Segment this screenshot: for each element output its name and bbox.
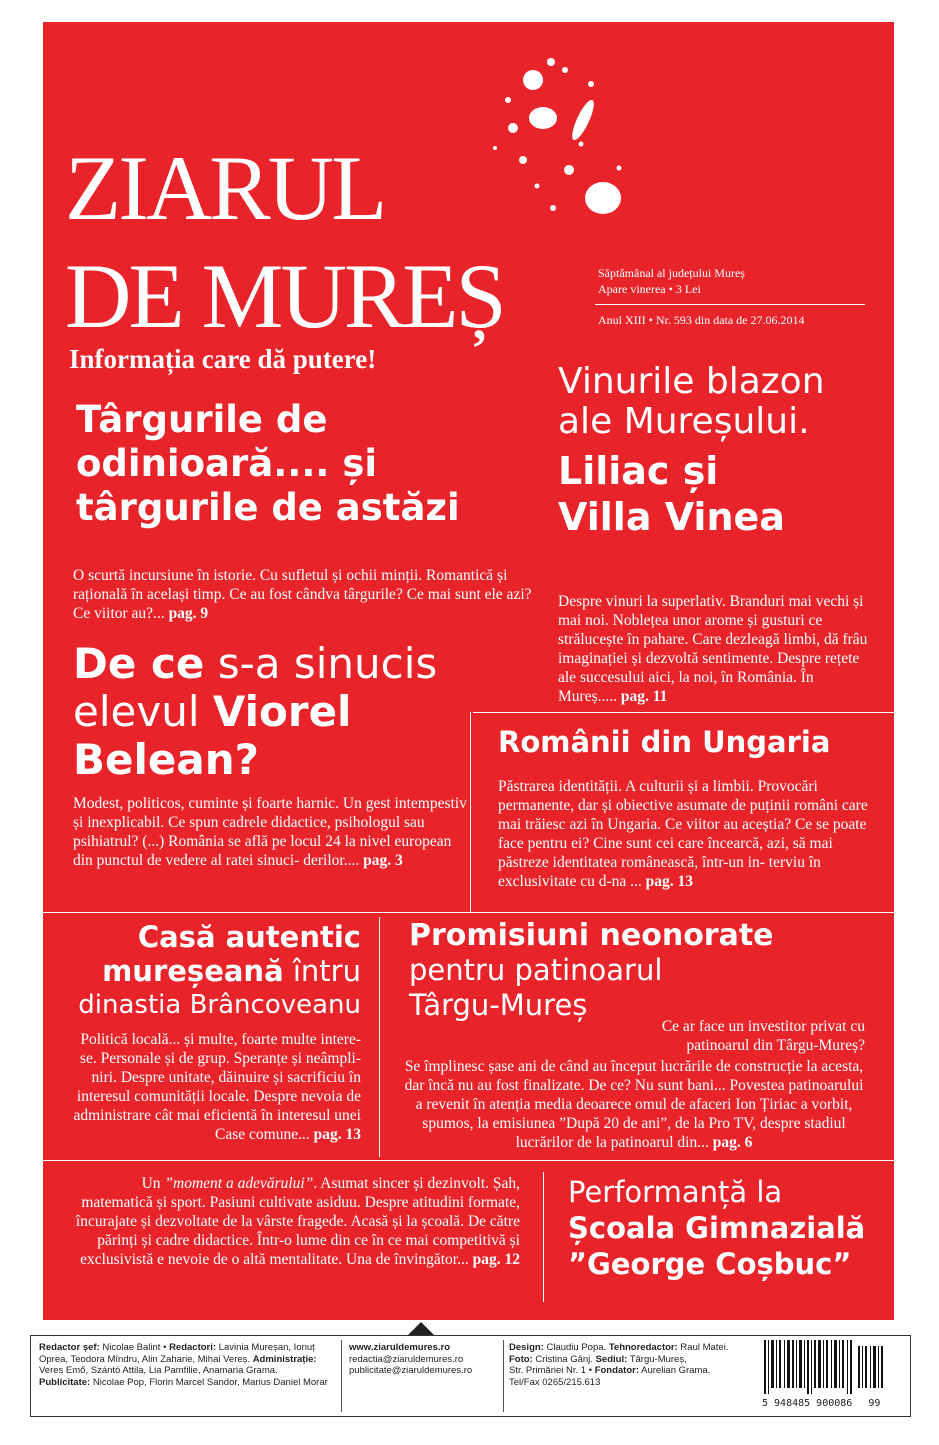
page-reference[interactable]: pag. 13 <box>645 873 694 890</box>
imprint-value: Oprea, Teodora Mîndru, Alin Zaharie, Mihai Vereș. <box>39 1353 253 1365</box>
page-reference[interactable]: pag. 12 <box>472 1251 520 1268</box>
column-divider <box>379 917 380 1157</box>
column-divider <box>543 1172 544 1302</box>
imprint-label: Design: <box>509 1342 544 1353</box>
article-text: Se împlinesc șase ani de când au început lucrările de construcție la acesta, dar încă nu au fost finalizate. De ce? Nu sunt bani... Povestea patinoarului a revenit în atenția media deoarece omul de afaceri Ion Țiriac a vorbit, spumos, la emisiunea ”După 20 de ani”, de la Pro TV, despre stadiul lucrărilor de la patinoarul din... <box>404 1058 864 1151</box>
imprint-label: Tehnoredactor: <box>608 1342 678 1353</box>
headline-line: ”George Coșbuc” <box>568 1247 852 1281</box>
barcode-addon: 99 <box>868 1397 881 1409</box>
article-patinoar-body <box>403 1057 865 1152</box>
email-link[interactable]: publicitate@ziaruldemures.ro <box>349 1365 473 1376</box>
headline-light: elevul <box>73 687 213 736</box>
article-quote: ”moment a adevărului” <box>164 1175 314 1192</box>
imprint-contact <box>349 1342 499 1377</box>
imprint-value: Veres Emő, Szántó Attila, Lia Pamfilie, Anamaria Grama. <box>39 1365 278 1376</box>
article-ungaria-body <box>498 777 874 891</box>
headline-elev[interactable] <box>73 640 437 784</box>
headline-vinuri[interactable] <box>558 362 825 540</box>
article-text: Despre vinuri la superlativ. Branduri mai vechi și mai noi. Noblețea unor arome și gusturi ce strălucește în pahare. Care dezleagă limbi, dă frâu imaginației și dezvoltă sentimente. Despre rețete ale succesului aici, la noi, în România. În Mureș..... <box>558 593 868 705</box>
headline-bold: Belean? <box>73 735 259 784</box>
imprint-label: Fondator: <box>594 1365 640 1376</box>
headline-line: dinastia Brâncoveanu <box>78 990 361 1020</box>
section-rule <box>43 912 894 913</box>
imprint-value: Nicolae Pop, Florin Marcel Sandor, Marius Daniel Morar <box>90 1376 328 1388</box>
article-vinuri-body <box>558 592 874 706</box>
page-reference[interactable]: pag. 13 <box>313 1126 361 1143</box>
headline-light: s-a sinucis <box>204 639 438 688</box>
imprint-label: Administrație: <box>252 1353 317 1365</box>
imprint-value: Str. Primăriei Nr. 1 • <box>509 1365 595 1376</box>
article-casa-body <box>73 1030 361 1144</box>
headline-bold: Viorel <box>212 687 352 736</box>
headline-line: Villa Vinea <box>558 495 785 539</box>
headline-patinoar[interactable] <box>409 918 774 1023</box>
barcode <box>762 1340 902 1410</box>
article-text: O scurtă incursiune în istorie. Cu sufletul și ochii minții. Romantică și rațională în același timp. Ce au fost cândva târgurile? Ce mai sunt ele azi? Ce viitor au?... <box>73 567 532 622</box>
page-reference[interactable]: pag. 11 <box>620 688 668 705</box>
imprint-staff <box>39 1342 339 1388</box>
article-text: . Asumat sincer și dezinvolt. Șah, matematică și sport. Pasiuni cultivate asiduu. Despre atitudini formate, încurajate și dezvoltate de la vârste fragede. Acasă și la școală. De către părinți și cadre didactice. Într-o lume din ce în ce mai competitivă și exclusivistă e nevoie de o altă mentalitate. Una de învingător... <box>75 1175 520 1268</box>
headline-ungaria[interactable]: Românii din Ungaria <box>498 725 831 759</box>
section-rule <box>43 1160 894 1161</box>
headline-line: odinioară.... și <box>76 442 378 485</box>
article-text: Politică locală... și multe, foarte multe intere- se. Personale și de grup. Speranțe și neâmpli- niri. Despre unitate, dăinuire și sacrificiu în interesul comunității locale. Despre nevoia de administrare cât mai eficientă în interesul unei Case comune... <box>73 1031 361 1143</box>
imprint-label: Redactor șef: <box>39 1342 100 1353</box>
imprint-value: Târgu-Mureș, <box>627 1353 687 1365</box>
barcode-number: 5 948485 900086 <box>762 1397 853 1409</box>
imprint-label: Publicitate: <box>39 1376 91 1388</box>
imprint-production <box>509 1342 739 1388</box>
article-moment-body <box>73 1174 520 1269</box>
page-reference[interactable]: pag. 3 <box>363 852 403 869</box>
headline-line: Târgurile de <box>76 398 328 441</box>
publication-price: Apare vinerea • 3 Lei <box>598 282 701 296</box>
imprint-value: Raul Matei. <box>677 1342 729 1353</box>
headline-line: târgurile de astăzi <box>76 486 460 529</box>
tagline: Informația care dă putere! <box>69 344 377 374</box>
imprint-value: Aurelian Grama. <box>639 1365 711 1376</box>
page-reference[interactable]: pag. 6 <box>712 1134 753 1151</box>
headline-targuri[interactable] <box>76 398 460 530</box>
website-link[interactable]: www.ziaruldemures.ro <box>349 1342 451 1353</box>
article-patinoar-lead: Ce ar face un investitor privat cu patinoarul din Târgu-Mureș? <box>661 1018 865 1054</box>
email-link[interactable]: redactia@ziaruldemures.ro <box>349 1353 464 1365</box>
imprint-footer <box>30 1335 911 1417</box>
page-reference[interactable]: pag. 9 <box>168 605 209 622</box>
headline-line: Liliac și <box>558 449 719 493</box>
imprint-label: Sediul: <box>595 1353 628 1365</box>
article-text: Un <box>141 1175 165 1192</box>
headline-light: întru <box>283 954 361 988</box>
section-rule <box>473 712 894 713</box>
issue-info: Anul XIII • Nr. 593 din data de 27.06.2014 <box>598 313 805 327</box>
imprint-value: Tel/Fax 0265/215.613 <box>509 1376 601 1388</box>
imprint-value: Cristina Gânj. <box>532 1353 596 1365</box>
column-divider <box>470 712 471 912</box>
imprint-label: Redactori: <box>169 1342 217 1353</box>
masthead-title-line1: ZIARUL <box>65 137 385 239</box>
article-text: Păstrarea identității. A culturii și a limbii. Provocări permanente, dar și obiective asumate de puținii români care mai trăiesc azi în Ungaria. Ce viitor au aceștia? Ce se poate face pentru ei? Cine sunt cei care încearcă, azi, să mai păstreze identitatea românească, într-un in- terviu în exclusivitate cu d-na ... <box>498 778 868 890</box>
imprint-label: Foto: <box>509 1353 533 1365</box>
article-targuri-body <box>73 566 535 623</box>
masthead-title-line2: DE MUREȘ <box>65 245 504 347</box>
masthead-rule <box>595 304 865 305</box>
headline-performanta[interactable] <box>568 1174 865 1282</box>
imprint-value: Nicolae Balint • <box>99 1342 170 1353</box>
footer-divider <box>341 1340 342 1412</box>
headline-line: Școala Gimnazială <box>568 1211 866 1245</box>
article-text: Modest, politicos, cuminte și foarte harnic. Un gest intempestiv și inexplicabil. Ce spun cadrele didactice, psihologul sau psihiatrul? (...) România se află pe locul 24 la nivel european din punctul de vedere al ratei sinuci- derilor.... <box>73 795 467 869</box>
imprint-value: Claudiu Popa. <box>543 1342 609 1353</box>
article-elev-body <box>73 794 469 870</box>
headline-line: Vinurile blazon <box>558 361 825 402</box>
headline-line: Performanță la <box>568 1175 783 1209</box>
headline-line: Promisiuni neonorate <box>409 918 774 953</box>
ink-splatter-graphic <box>473 40 633 260</box>
imprint-value: Lavinia Mureșan, Ionuț <box>216 1342 315 1353</box>
headline-line: Casă autentic <box>137 920 361 954</box>
footer-arrow-icon <box>407 1322 435 1336</box>
headline-line: pentru patinoarul <box>409 953 663 987</box>
headline-line: ale Mureșului. <box>558 401 810 442</box>
headline-casa[interactable] <box>73 920 361 1022</box>
barcode-icon <box>762 1340 902 1394</box>
headline-bold: mureșeană <box>102 954 284 988</box>
footer-divider <box>503 1340 504 1412</box>
headline-line: Târgu-Mureș <box>409 988 588 1022</box>
publication-frequency: Săptămânal al județului Mureș <box>598 266 745 280</box>
front-page <box>43 22 894 1320</box>
headline-bold: De ce <box>73 639 205 688</box>
